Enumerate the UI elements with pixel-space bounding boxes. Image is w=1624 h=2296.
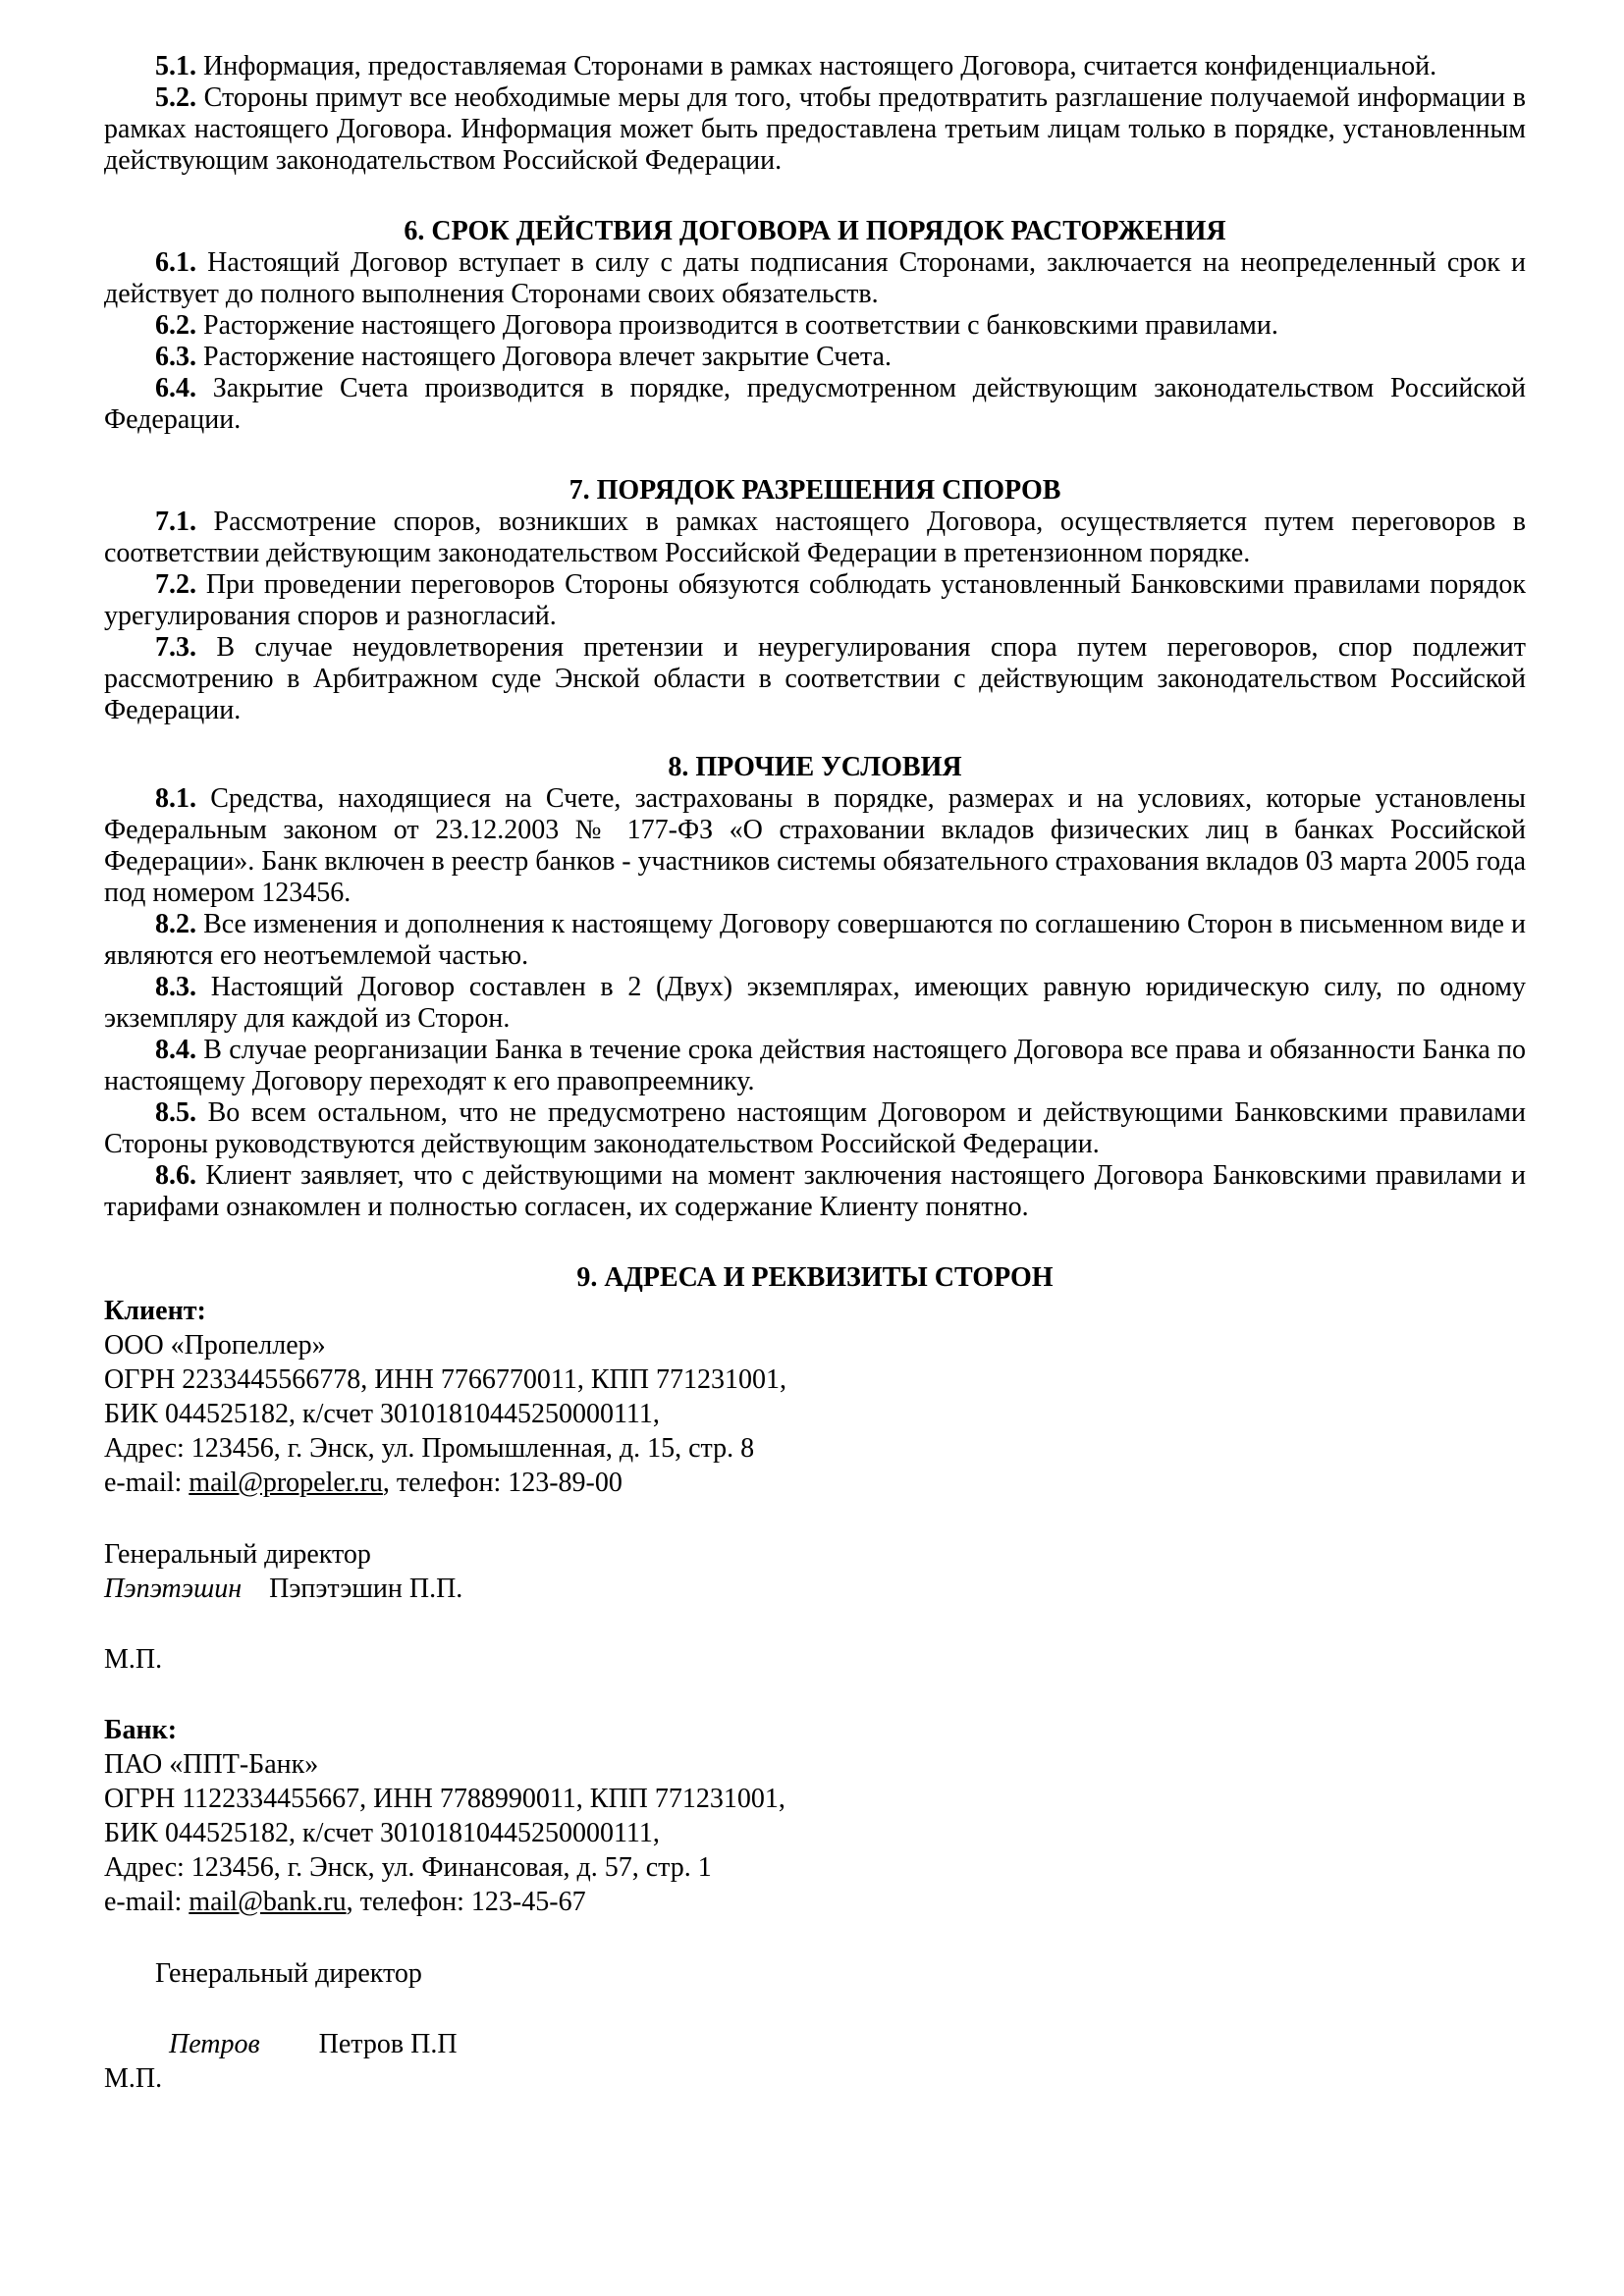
clause-text: В случае неудовлетворения претензии и неурегулирования спора путем переговоров, спор подлежит рассмотрению в Арбитражном суде Энской области в соответствии с действующим законодательством Российской Федерации. bbox=[104, 632, 1526, 725]
clause-number: 7.1. bbox=[155, 507, 196, 537]
client-company-name: ООО «Пропеллер» bbox=[104, 1330, 326, 1361]
client-requisites bbox=[104, 1294, 1526, 1677]
clause-text: Во всем остальном, что не предусмотрено настоящим Договором и действующими Банковскими правилами Стороны руководствуются действующим законодательством Российской Федерации. bbox=[104, 1097, 1526, 1159]
clause-number: 6.2. bbox=[155, 310, 196, 341]
clause-number: 8.6. bbox=[155, 1160, 196, 1191]
clause-6-1 bbox=[104, 247, 1526, 310]
clause-text: Расторжение настоящего Договора влечет закрытие Счета. bbox=[203, 342, 892, 372]
clause-7-2 bbox=[104, 569, 1526, 632]
clause-text: В случае реорганизации Банка в течение срока действия настоящего Договора все права и обязанности Банка по настоящему Договору переходят к его правопреемнику. bbox=[104, 1035, 1527, 1096]
bank-requisites bbox=[104, 1713, 1526, 2096]
bank-signature: Петров bbox=[169, 2029, 260, 2059]
bank-email-label: e-mail: bbox=[104, 1887, 183, 1917]
clause-8-3 bbox=[104, 972, 1526, 1035]
bank-label: Банк: bbox=[104, 1715, 178, 1745]
section-requisites bbox=[104, 1262, 1526, 2096]
clause-text: Настоящий Договор вступает в силу с даты подписания Сторонами, заключается на неопределенный срок и действует до полного выполнения Сторонами своих обязательств. bbox=[104, 247, 1527, 309]
client-email-link[interactable]: mail@propeler.ru bbox=[189, 1468, 383, 1498]
clause-text: Средства, находящиеся на Счете, застрахованы в порядке, размерах и на условиях, которые установлены Федеральным законом от 23.12.2003 № 177-ФЗ «О страховании вкладов физических лиц в банках Российской Федерации». Банк включен в реестр банков - участников системы обязательного страхования вкладов 03 марта 2005 года под номером 123456. bbox=[104, 783, 1527, 908]
clause-number: 8.2. bbox=[155, 909, 196, 939]
client-address-line: Адрес: 123456, г. Энск, ул. Промышленная, д. 15, стр. 8 bbox=[104, 1433, 755, 1464]
clause-text: Закрытие Счета производится в порядке, предусмотренном действующим законодательством Российской Федерации. bbox=[104, 373, 1526, 435]
clause-text: Рассмотрение споров, возникших в рамках настоящего Договора, осуществляется путем переговоров в соответствии действующим законодательством Российской Федерации в претензионном порядке. bbox=[104, 507, 1526, 568]
section-heading-6: 6. СРОК ДЕЙСТВИЯ ДОГОВОРА И ПОРЯДОК РАСТОРЖЕНИЯ bbox=[404, 216, 1226, 246]
bank-email-line bbox=[104, 1885, 1526, 1919]
clause-number: 6.1. bbox=[155, 247, 196, 278]
clause-text: Клиент заявляет, что с действующими на момент заключения настоящего Договора Банковскими правилами и тарифами ознакомлен и полностью согласен, их содержание Клиенту понятно. bbox=[104, 1160, 1526, 1222]
clause-number: 8.3. bbox=[155, 972, 196, 1002]
bank-signatory-name: Петров П.П bbox=[318, 2029, 458, 2059]
bank-bik-line: БИК 044525182, к/счет 30101810445250000111, bbox=[104, 1818, 660, 1848]
clause-text: Настоящий Договор составлен в 2 (Двух) экземплярах, имеющих равную юридическую силу, по одному экземпляру для каждой из Сторон. bbox=[104, 972, 1526, 1034]
client-bik-line: БИК 044525182, к/счет 30101810445250000111, bbox=[104, 1399, 660, 1429]
client-signature-line bbox=[104, 1572, 1526, 1606]
clause-7-3 bbox=[104, 632, 1526, 726]
section-term-and-termination bbox=[104, 216, 1526, 436]
clause-number: 7.2. bbox=[155, 569, 196, 600]
section-heading-9: 9. АДРЕСА И РЕКВИЗИТЫ СТОРОН bbox=[576, 1262, 1054, 1293]
section-confidentiality bbox=[104, 51, 1526, 177]
section-dispute-resolution bbox=[104, 475, 1526, 726]
section-other-conditions bbox=[104, 752, 1526, 1223]
bank-ogrn-line: ОГРН 1122334455667, ИНН 7788990011, КПП 771231001, bbox=[104, 1784, 785, 1814]
clause-number: 6.3. bbox=[155, 342, 196, 372]
clause-6-3 bbox=[104, 342, 1526, 373]
clause-text: Расторжение настоящего Договора производится в соответствии с банковскими правилами. bbox=[203, 310, 1278, 341]
bank-address-line: Адрес: 123456, г. Энск, ул. Финансовая, д. 57, стр. 1 bbox=[104, 1852, 712, 1883]
client-signature: Пэпэтэшин bbox=[104, 1574, 243, 1604]
client-ogrn-line: ОГРН 2233445566778, ИНН 7766770011, КПП 771231001, bbox=[104, 1364, 786, 1395]
clause-text: Информация, предоставляемая Сторонами в рамках настоящего Договора, считается конфиденциальной. bbox=[203, 51, 1437, 81]
clause-number: 6.4. bbox=[155, 373, 196, 403]
bank-director-title: Генеральный директор bbox=[155, 1958, 422, 1989]
clause-8-6 bbox=[104, 1160, 1526, 1223]
clause-8-5 bbox=[104, 1097, 1526, 1160]
bank-company-name: ПАО «ППТ-Банк» bbox=[104, 1749, 319, 1780]
clause-number: 8.1. bbox=[155, 783, 196, 814]
client-director-title: Генеральный директор bbox=[104, 1539, 371, 1570]
client-email-line bbox=[104, 1466, 1526, 1500]
bank-stamp: М.П. bbox=[104, 2063, 163, 2094]
bank-phone: , телефон: 123-45-67 bbox=[346, 1887, 586, 1917]
clause-8-2 bbox=[104, 909, 1526, 972]
clause-number: 7.3. bbox=[155, 632, 196, 663]
client-signatory-name: Пэпэтэшин П.П. bbox=[269, 1574, 463, 1604]
clause-7-1 bbox=[104, 507, 1526, 569]
client-email-label: e-mail: bbox=[104, 1468, 183, 1498]
clause-number: 8.5. bbox=[155, 1097, 196, 1128]
clause-8-1 bbox=[104, 783, 1526, 909]
clause-5-1 bbox=[104, 51, 1526, 82]
clause-text: Стороны примут все необходимые меры для того, чтобы предотвратить разглашение получаемой информации в рамках настоящего Договора. Информация может быть предоставлена третьим лицам только в порядке, установленным действующим законодательством Российской Федерации. bbox=[104, 82, 1526, 176]
section-heading-8: 8. ПРОЧИЕ УСЛОВИЯ bbox=[668, 752, 962, 782]
bank-signature-line bbox=[104, 2027, 1526, 2061]
client-label: Клиент: bbox=[104, 1296, 206, 1326]
clause-8-4 bbox=[104, 1035, 1526, 1097]
client-phone: , телефон: 123-89-00 bbox=[382, 1468, 623, 1498]
clause-6-2 bbox=[104, 310, 1526, 342]
clause-number: 5.1. bbox=[155, 51, 196, 81]
bank-email-link[interactable]: mail@bank.ru bbox=[189, 1887, 347, 1917]
clause-number: 8.4. bbox=[155, 1035, 196, 1065]
clause-number: 5.2. bbox=[155, 82, 196, 113]
clause-6-4 bbox=[104, 373, 1526, 436]
section-heading-7: 7. ПОРЯДОК РАЗРЕШЕНИЯ СПОРОВ bbox=[568, 475, 1061, 506]
clause-text: Все изменения и дополнения к настоящему Договору совершаются по соглашению Сторон в письменном виде и являются его неотъемлемой частью. bbox=[104, 909, 1526, 971]
client-stamp: М.П. bbox=[104, 1644, 163, 1675]
clause-text: При проведении переговоров Стороны обязуются соблюдать установленный Банковскими правилами порядок урегулирования споров и разногласий. bbox=[104, 569, 1526, 631]
clause-5-2 bbox=[104, 82, 1526, 177]
